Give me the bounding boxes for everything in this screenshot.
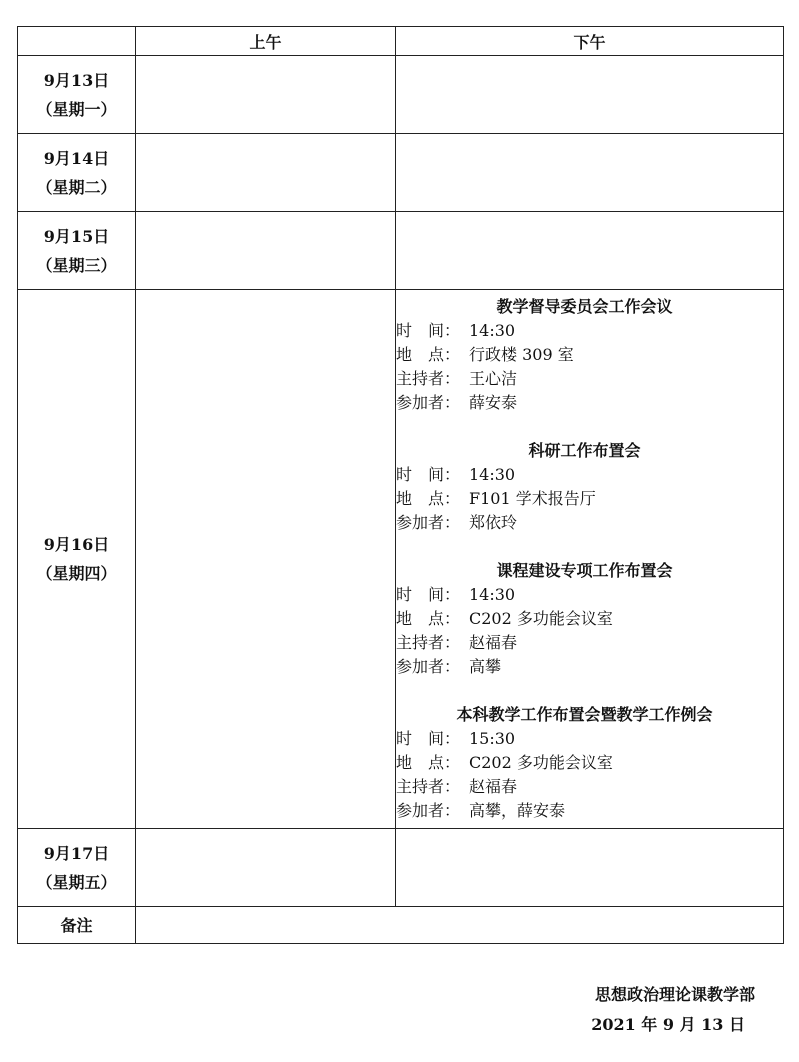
morning-cell [136,56,396,134]
date-label: 9月13日 [43,70,110,90]
afternoon-cell [396,134,784,212]
day-row-wednesday [18,212,784,290]
detail-value: 行政楼 309 室 [469,345,574,364]
date-label: 9月16日 [43,535,110,554]
morning-cell [136,829,396,907]
notes-row [18,907,784,944]
detail-label: 地 点： [396,753,461,772]
detail-value: C202 多功能会议室 [469,753,613,772]
meeting-detail-line [396,607,783,631]
detail-label: 时 间： [396,465,461,484]
detail-value: 王心洁 [469,369,518,388]
detail-label: 地 点： [396,609,461,628]
detail-value: 14:30 [469,585,516,604]
meeting-detail-line [396,367,783,391]
footer-department: 思想政治理论课教学部 [594,985,755,1004]
meeting-detail-line [396,655,783,679]
detail-value: 薛安泰 [469,393,518,412]
detail-value: 14:30 [469,321,516,340]
meeting-title: 本科教学工作布置会暨教学工作例会 [456,705,713,724]
afternoon-cell [396,56,784,134]
detail-value: 高攀，薛安泰 [469,801,566,820]
meeting-detail-line [396,583,783,607]
meeting-entry [396,703,783,823]
weekday-label: （星期一） [36,99,117,119]
notes-cell [136,907,784,944]
meeting-detail-line [396,799,783,823]
detail-label: 主持者： [396,633,461,652]
detail-value: 郑依玲 [469,513,518,532]
morning-cell [136,134,396,212]
meeting-entry [396,439,783,535]
meeting-title: 教学督导委员会工作会议 [496,297,673,316]
weekday-label: （星期四） [36,564,117,583]
afternoon-cell [396,212,784,290]
detail-label: 参加者： [396,657,461,676]
meeting-detail-line [396,775,783,799]
meeting-detail-line [396,631,783,655]
detail-label: 地 点： [396,345,461,364]
date-label: 9月15日 [43,226,110,246]
afternoon-cell [396,829,784,907]
weekday-label: （星期五） [36,872,117,892]
meeting-detail-line [396,463,783,487]
day-row-monday [18,56,784,134]
meeting-detail-line [396,487,783,511]
weekday-label: （星期三） [36,255,117,275]
meeting-detail-line [396,751,783,775]
detail-label: 时 间： [396,729,461,748]
day-row-tuesday [18,134,784,212]
date-cell [18,134,136,212]
notes-label: 备注 [18,907,136,944]
detail-label: 主持者： [396,369,461,388]
date-label: 9月17日 [43,843,110,863]
detail-value: 赵福春 [469,633,518,652]
meeting-title: 科研工作布置会 [528,441,641,460]
afternoon-events-cell [396,290,784,829]
date-label: 9月14日 [43,148,110,168]
meeting-entry [396,295,783,415]
morning-cell [136,290,396,829]
meeting-detail-line [396,319,783,343]
meeting-entry [396,559,783,679]
meeting-detail-line [396,391,783,415]
detail-value: F101 学术报告厅 [469,489,596,508]
meeting-detail-line [396,343,783,367]
schedule-table [17,26,784,944]
weekday-label: （星期二） [36,177,117,197]
date-cell [18,829,136,907]
detail-value: 15:30 [469,729,516,748]
morning-cell [136,212,396,290]
header-afternoon: 下午 [396,27,784,56]
detail-value: 14:30 [469,465,516,484]
detail-value: C202 多功能会议室 [469,609,613,628]
detail-label: 地 点： [396,489,461,508]
date-cell [18,290,136,829]
detail-value: 赵福春 [469,777,518,796]
header-row [18,27,784,56]
detail-label: 参加者： [396,801,461,820]
meeting-detail-line [396,511,783,535]
detail-label: 时 间： [396,585,461,604]
detail-label: 参加者： [396,393,461,412]
footer-date: 2021 年 9 月 13 日 [591,1015,745,1034]
date-cell [18,56,136,134]
day-row-thursday [18,290,784,829]
detail-label: 参加者： [396,513,461,532]
date-cell [18,212,136,290]
detail-label: 时 间： [396,321,461,340]
detail-label: 主持者： [396,777,461,796]
header-morning: 上午 [136,27,396,56]
meeting-detail-line [396,727,783,751]
day-row-friday [18,829,784,907]
header-blank [18,27,136,56]
detail-value: 高攀 [469,657,502,676]
meeting-title: 课程建设专项工作布置会 [496,561,673,580]
